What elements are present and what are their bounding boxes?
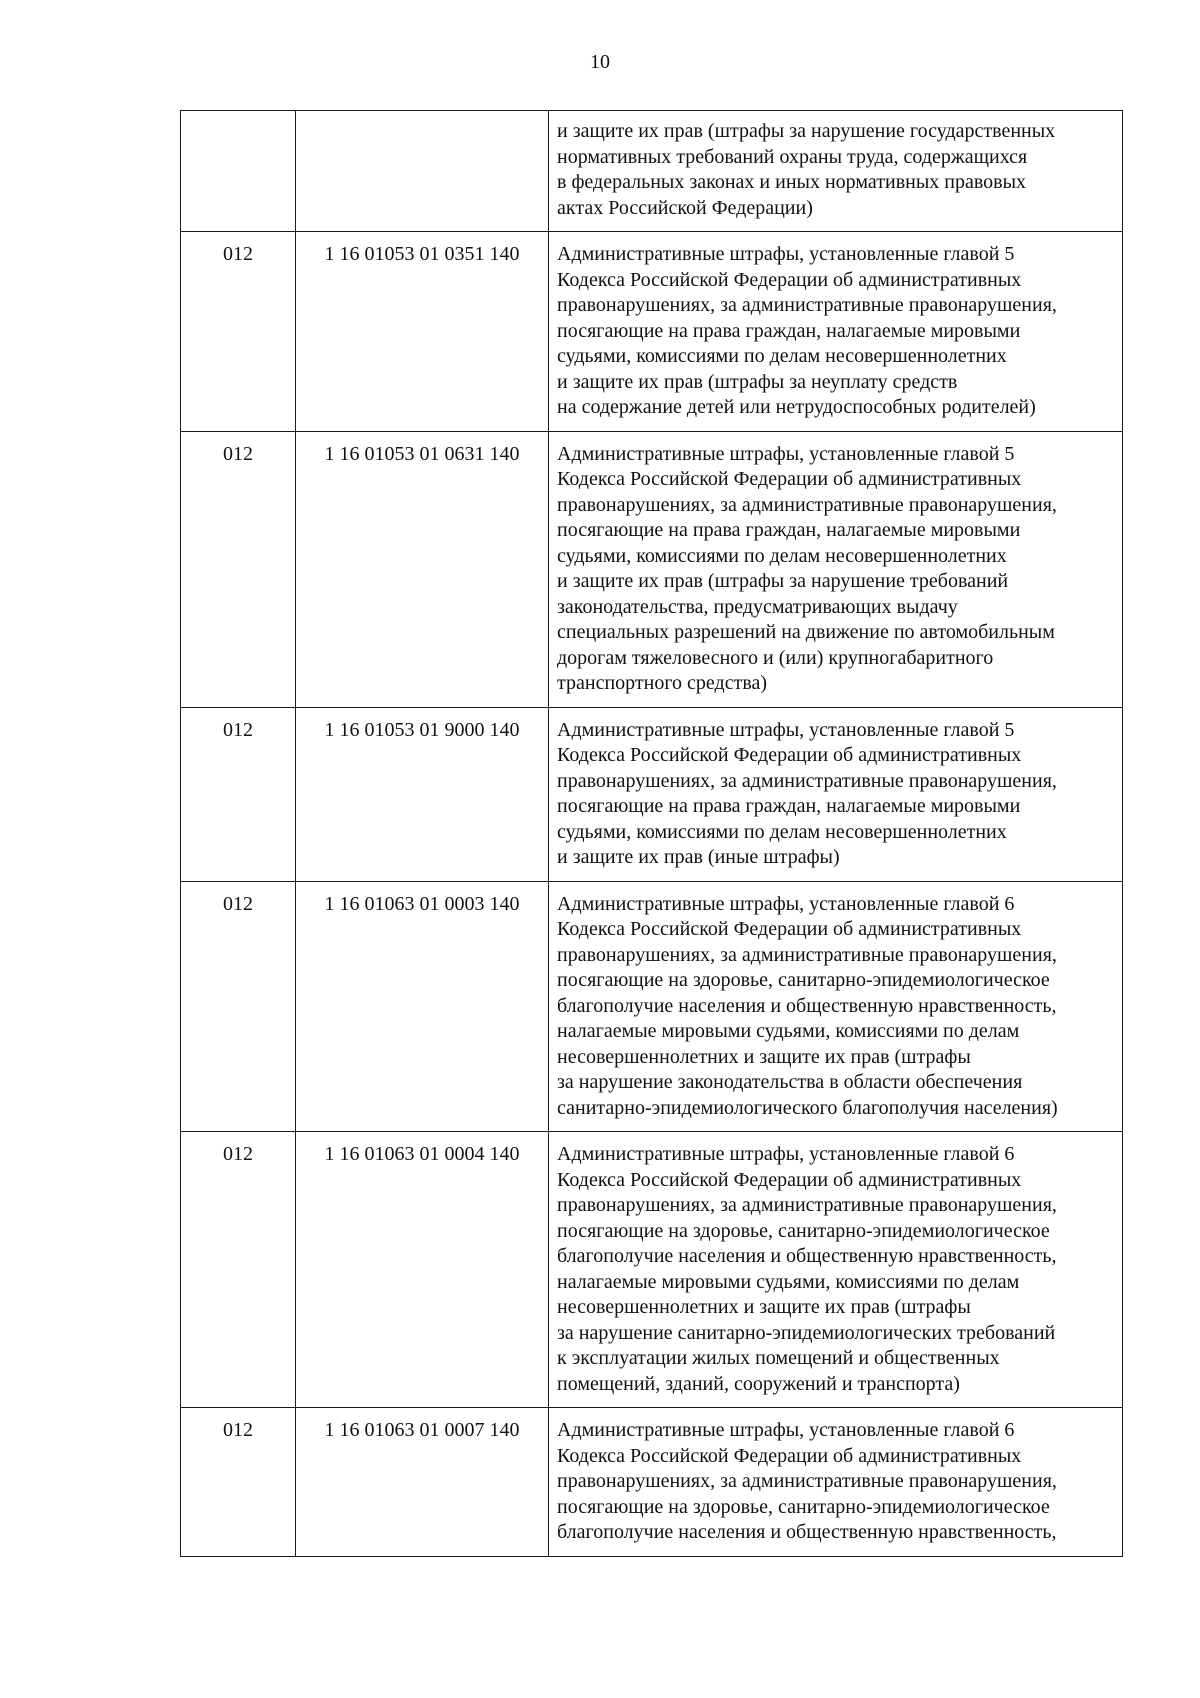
description-line: транспортного средства): [557, 672, 768, 694]
description-line: и защите их прав (иные штрафы): [557, 846, 840, 868]
description-line: помещений, зданий, сооружений и транспорта): [557, 1372, 960, 1395]
description-line: Административные штрафы, установленные главой 6: [557, 892, 1015, 915]
kbk-code-cell: 1 16 01053 01 0351 140: [296, 232, 549, 432]
table-row: [181, 1408, 1123, 1557]
kbk-code-cell: 1 16 01063 01 0007 140: [296, 1408, 549, 1557]
description-line: правонарушениях, за административные правонарушения,: [557, 1194, 1057, 1216]
table-row: [181, 232, 1123, 432]
admin-code-cell: 012: [181, 1408, 296, 1557]
description-cell: [549, 1132, 1123, 1408]
description-line: и защите их прав (штрафы за неуплату средств: [557, 370, 958, 393]
admin-code-cell: 012: [181, 1132, 296, 1408]
description-line: санитарно-эпидемиологического благополучия населения): [557, 1096, 1058, 1119]
description-cell: [549, 1408, 1123, 1557]
description-line: дорогам тяжеловесного и (или) крупногабаритного: [557, 646, 994, 669]
description-line: правонарушениях, за административные правонарушения,: [557, 294, 1057, 316]
description-line: налагаемые мировыми судьями, комиссиями по делам: [557, 1270, 1020, 1293]
description-line: посягающие на здоровье, санитарно-эпидемиологическое: [557, 969, 1050, 991]
description-line: посягающие на здоровье, санитарно-эпидемиологическое: [557, 1219, 1050, 1242]
description-line: к эксплуатации жилых помещений и общественных: [557, 1347, 1000, 1369]
description-line: за нарушение законодательства в области обеспечения: [557, 1071, 1023, 1093]
description-line: Административные штрафы, установленные главой 5: [557, 442, 1015, 465]
description-line: и защите их прав (штрафы за нарушение требований: [557, 570, 1009, 592]
description-line: Кодекса Российской Федерации об административных: [557, 744, 1022, 766]
description-line: правонарушениях, за административные правонарушения,: [557, 493, 1057, 516]
description-line: посягающие на здоровье, санитарно-эпидемиологическое: [557, 1495, 1050, 1518]
description-line: благополучие населения и общественную нравственность,: [557, 994, 1057, 1017]
kbk-code-cell: 1 16 01053 01 9000 140: [296, 707, 549, 881]
description-line: актах Российской Федерации): [557, 196, 813, 219]
description-line: Административные штрафы, установленные главой 6: [557, 1143, 1015, 1165]
description-cell: [549, 111, 1123, 232]
admin-code-cell: 012: [181, 707, 296, 881]
description-line: и защите их прав (штрафы за нарушение государственных: [557, 120, 1056, 142]
description-line: законодательства, предусматривающих выдачу: [557, 595, 958, 618]
description-line: правонарушениях, за административные правонарушения,: [557, 943, 1057, 966]
description-line: посягающие на права граждан, налагаемые мировыми: [557, 519, 1021, 541]
description-line: Административные штрафы, установленные главой 5: [557, 718, 1015, 741]
description-line: Кодекса Российской Федерации об административных: [557, 268, 1022, 291]
description-cell: [549, 881, 1123, 1132]
description-cell: [549, 707, 1123, 881]
kbk-code-cell: 1 16 01063 01 0003 140: [296, 881, 549, 1132]
description-line: Административные штрафы, установленные главой 6: [557, 1419, 1015, 1441]
description-line: Кодекса Российской Федерации об административных: [557, 1444, 1022, 1467]
table-row: [181, 111, 1123, 232]
description-line: Кодекса Российской Федерации об административных: [557, 1168, 1022, 1191]
admin-code-cell: 012: [181, 232, 296, 432]
page-number: 10: [590, 51, 610, 73]
description-line: несовершеннолетних и защите их прав (штрафы: [557, 1045, 971, 1068]
table-row: [181, 707, 1123, 881]
description-line: благополучие населения и общественную нравственность,: [557, 1245, 1057, 1267]
description-line: за нарушение санитарно-эпидемиологических требований: [557, 1321, 1056, 1344]
admin-code-cell: [181, 111, 296, 232]
description-line: на содержание детей или нетрудоспособных родителей): [557, 396, 1036, 418]
kbk-code-cell: 1 16 01053 01 0631 140: [296, 431, 549, 707]
description-line: посягающие на права граждан, налагаемые мировыми: [557, 795, 1021, 817]
description-line: правонарушениях, за административные правонарушения,: [557, 769, 1057, 792]
description-line: благополучие населения и общественную нравственность,: [557, 1521, 1057, 1543]
description-line: налагаемые мировыми судьями, комиссиями по делам: [557, 1020, 1020, 1042]
description-line: судьями, комиссиями по делам несовершеннолетних: [557, 345, 1007, 367]
table-row: [181, 431, 1123, 707]
budget-codes-table: [180, 110, 1123, 1557]
description-line: в федеральных законах и иных нормативных правовых: [557, 171, 1027, 193]
table-row: [181, 881, 1123, 1132]
description-line: Кодекса Российской Федерации об административных: [557, 918, 1022, 940]
description-line: судьями, комиссиями по делам несовершеннолетних: [557, 544, 1007, 567]
description-line: посягающие на права граждан, налагаемые мировыми: [557, 319, 1021, 342]
description-line: Кодекса Российской Федерации об административных: [557, 468, 1022, 490]
admin-code-cell: 012: [181, 881, 296, 1132]
description-cell: [549, 431, 1123, 707]
description-line: судьями, комиссиями по делам несовершеннолетних: [557, 820, 1007, 843]
description-line: Административные штрафы, установленные главой 5: [557, 243, 1015, 265]
description-line: специальных разрешений на движение по автомобильным: [557, 621, 1055, 643]
kbk-code-cell: [296, 111, 549, 232]
admin-code-cell: 012: [181, 431, 296, 707]
description-line: несовершеннолетних и защите их прав (штрафы: [557, 1296, 971, 1318]
description-cell: [549, 232, 1123, 432]
table-body: [181, 111, 1123, 1557]
table-row: [181, 1132, 1123, 1408]
description-line: нормативных требований охраны труда, содержащихся: [557, 145, 1028, 168]
description-line: правонарушениях, за административные правонарушения,: [557, 1470, 1057, 1492]
kbk-code-cell: 1 16 01063 01 0004 140: [296, 1132, 549, 1408]
